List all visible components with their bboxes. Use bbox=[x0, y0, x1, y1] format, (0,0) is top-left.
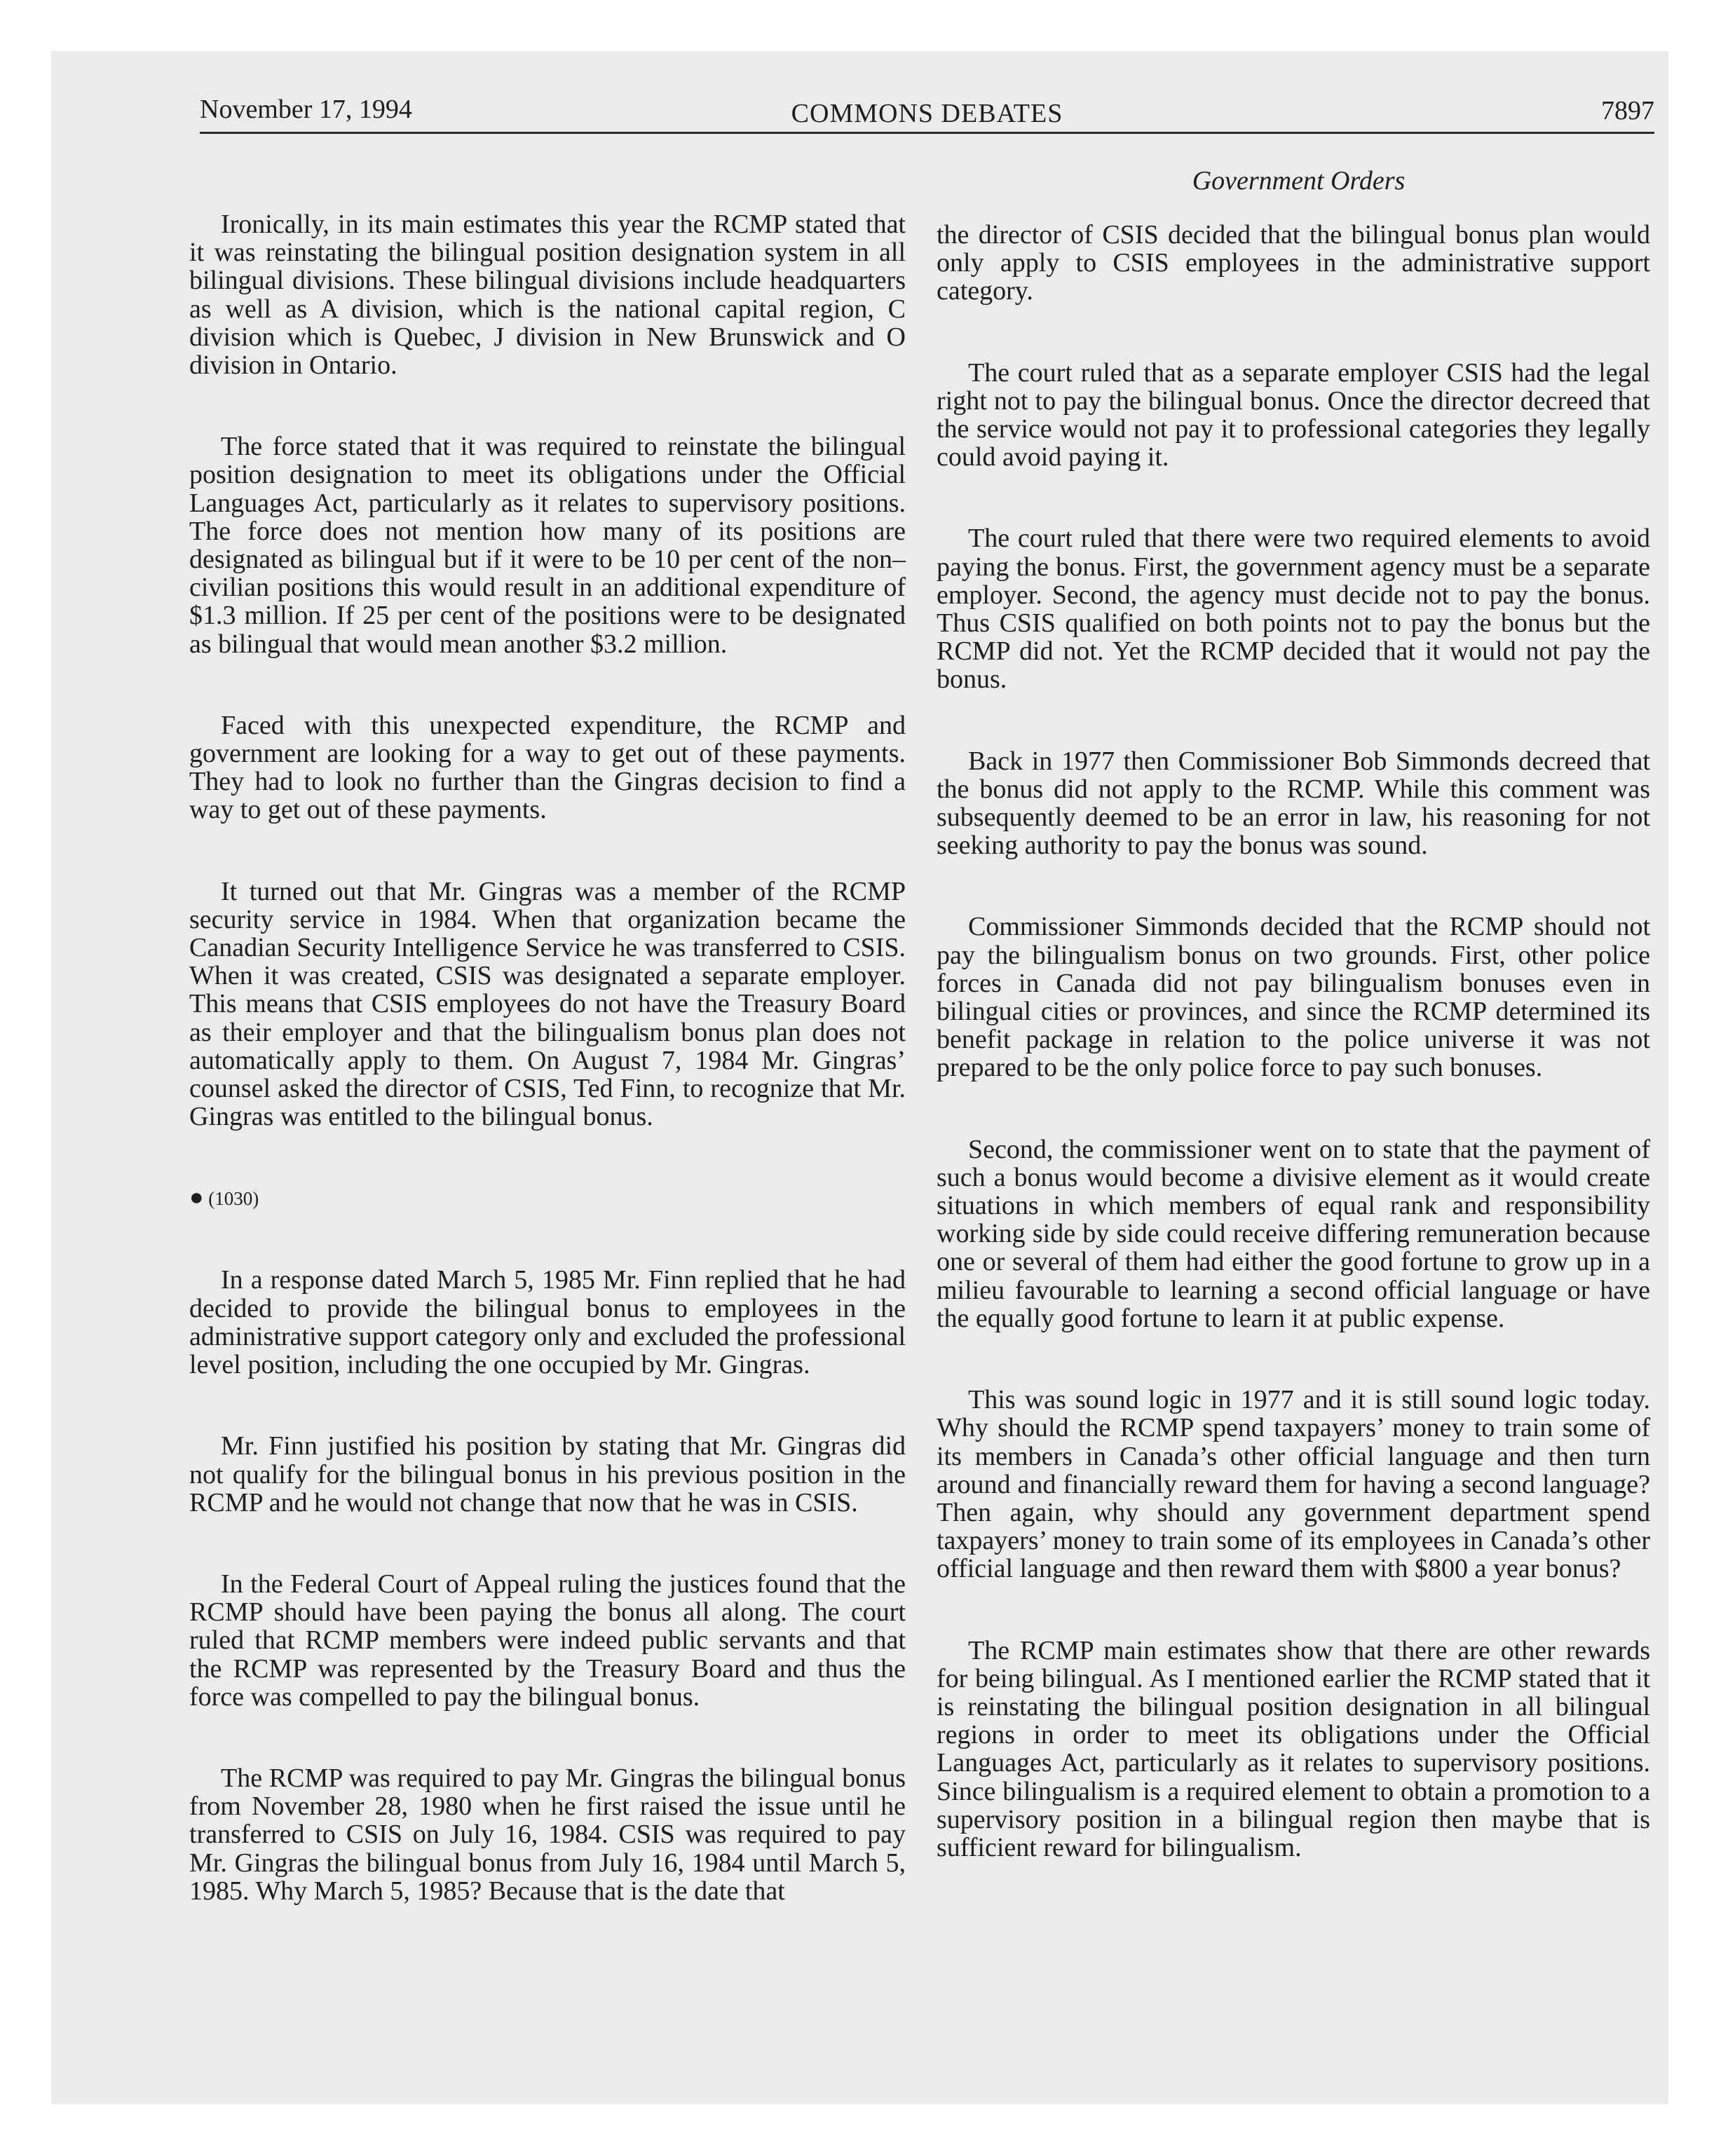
time-marker bbox=[189, 1184, 906, 1213]
paragraph: Mr. Finn justified his position by stating that Mr. Gingras did not qualify for the bilingual bonus in his previous position in the RCMP and he would not change that now that he was in CSIS. bbox=[189, 1431, 906, 1517]
paragraph: Ironically, in its main estimates this year the RCMP stated that it was reinstating the bilingual position designation system in all bilingual divisions. These bilingual divisions include headquarters as well as A division, which is the national capital region, C division which is Quebec, J division in New Brunswick and O division in Ontario. bbox=[189, 210, 906, 381]
section-label: Government Orders bbox=[1192, 166, 1406, 196]
paragraph: Second, the commissioner went on to state that the payment of such a bonus would become a divisive element as it would create situations in which members of equal rank and responsibility working side by side could receive differing remuneration because one or several of them had either the good fortune to grow up in a milieu favourable to learning a second official language or have the equally good fortune to learn it at public expense. bbox=[937, 1134, 1650, 1333]
paragraph: The force stated that it was required to reinstate the bilingual position designation to meet its obligations under the Official Languages Act, particularly as it relates to supervisory positions. The force does not mention how many of its positions are designated as bilingual but if it were to be 10 per cent of the non–civilian positions this would result in an additional expenditure of $1.3 million. If 25 per cent of the positions were to be designated as bilingual that would mean another $3.2 million. bbox=[189, 432, 906, 659]
paragraph: In the Federal Court of Appeal ruling the justices found that the RCMP should have been paying the bonus all along. The court ruled that RCMP members were indeed public servants and that the RCMP was represented by the Treasury Board and thus the force was compelled to pay the bilingual bonus. bbox=[189, 1569, 906, 1712]
paragraph: The RCMP main estimates show that there are other rewards for being bilingual. As I mentioned earlier the RCMP stated that it is reinstating the bilingual position designation in all bilingual regions in order to meet its obligations under the Official Languages Act, particularly as it relates to supervisory positions. Since bilingualism is a required element to obtain a promotion to a supervisory position in a bilingual region then maybe that is sufficient reward for bilingualism. bbox=[937, 1635, 1650, 1862]
paragraph: It turned out that Mr. Gingras was a member of the RCMP security service in 1984. When that organization became the Canadian Security Intelligence Service he was transferred to CSIS. When it was created, CSIS was designated a separate employer. This means that CSIS employees do not have the Treasury Board as their employer and that the bilingualism bonus plan does not automatically apply to them. On August 7, 1984 Mr. Gingras’ counsel asked the director of CSIS, Ted Finn, to recognize that Mr. Gingras was entitled to the bilingual bonus. bbox=[189, 876, 906, 1132]
bullet-icon: ● bbox=[189, 1185, 204, 1211]
right-column bbox=[937, 221, 1650, 1915]
paragraph: This was sound logic in 1977 and it is still sound logic today. Why should the RCMP spend taxpayers’ money to train some of its members in Canada’s other official language and then turn around and financially reward them for having a second language? Then again, why should any government department spend taxpayers’ money to train some of its employees in Canada’s other official language and then reward them with $800 a year bonus? bbox=[937, 1385, 1650, 1584]
header-title: COMMONS DEBATES bbox=[791, 99, 1063, 128]
paragraph: The court ruled that there were two required elements to avoid paying the bonus. First, the government agency must be a separate employer. Second, the agency must decide not to pay the bonus. Thus CSIS qualified on both points not to pay the bonus but the RCMP did not. Yet the RCMP decided that it would not pay the bonus. bbox=[937, 524, 1650, 695]
paragraph: Faced with this unexpected expenditure, the RCMP and government are looking for a way to get out of these payments. They had to look no further than the Gingras decision to find a way to get out of these payments. bbox=[189, 710, 906, 825]
continued-paragraph: the director of CSIS decided that the bilingual bonus plan would only apply to CSIS employees in the administrative support category. bbox=[937, 220, 1650, 306]
paragraph: Commissioner Simmonds decided that the RCMP should not pay the bilingualism bonus on two grounds. First, other police forces in Canada did not pay bilingualism bonuses even in bilingual cities or provinces, and since the RCMP determined its benefit package in relation to the police universe it was not prepared to be the only police force to pay such bonuses. bbox=[937, 912, 1650, 1083]
time-marker-label: (1030) bbox=[208, 1188, 259, 1210]
paragraph: In a response dated March 5, 1985 Mr. Finn replied that he had decided to provide the bilingual bonus to employees in the administrative support category only and excluded the professional level position, including the one occupied by Mr. Gingras. bbox=[189, 1265, 906, 1380]
page-header bbox=[200, 90, 1654, 134]
paragraph: The RCMP was required to pay Mr. Gingras the bilingual bonus from November 28, 1980 when he first raised the issue until he transferred to CSIS on July 16, 1984. CSIS was required to pay Mr. Gingras the bilingual bonus from July 16, 1984 until March 5, 1985. Why March 5, 1985? Because that is the date that bbox=[189, 1763, 906, 1906]
page-number: 7897 bbox=[1601, 96, 1654, 125]
paragraph: Back in 1977 then Commissioner Bob Simmonds decreed that the bonus did not apply to the RCMP. While this comment was subsequently deemed to be an error in law, his reasoning for not seeking authority to pay the bonus was sound. bbox=[937, 746, 1650, 861]
left-column bbox=[189, 210, 906, 1958]
header-date: November 17, 1994 bbox=[200, 95, 412, 124]
paragraph: The court ruled that as a separate employer CSIS had the legal right not to pay the bilingual bonus. Once the director decreed that the service would not pay it to professional categories they legally could avoid paying it. bbox=[937, 357, 1650, 472]
